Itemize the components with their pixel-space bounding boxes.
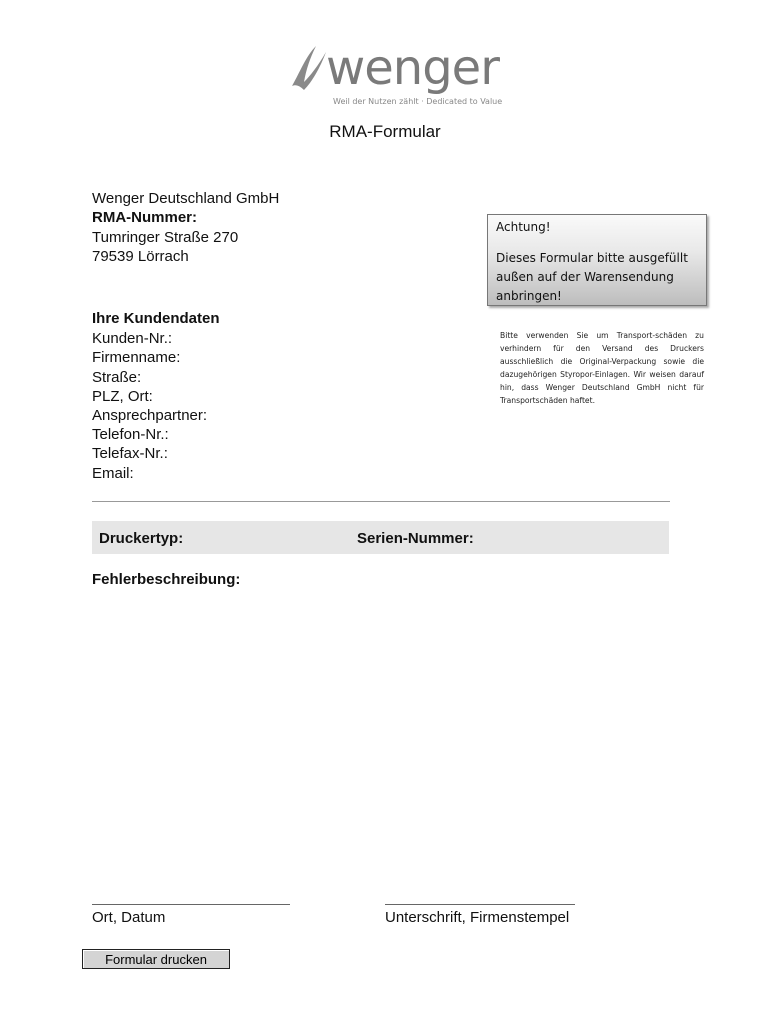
notice-box bbox=[487, 214, 707, 306]
logo-wordmark: wenger bbox=[326, 40, 499, 96]
place-date-label: Ort, Datum bbox=[92, 909, 166, 926]
transport-note: Bitte verwenden Sie um Transport-schäden zu verhindern für den Versand des Druckers ausschließlich die Original-Verpackung sowie die dazugehörigen Styropor-Einlagen. Wir weisen darauf hin, dass Wenger Deutschland GmbH nicht für Transportschäden haftet. bbox=[500, 331, 704, 405]
company-street: Tumringer Straße 270 bbox=[92, 229, 239, 246]
rma-number-label: RMA-Nummer: bbox=[92, 209, 197, 226]
field-company-name: Firmenname: bbox=[92, 349, 181, 366]
page-title: RMA-Formular bbox=[329, 122, 441, 141]
field-zip-city: PLZ, Ort: bbox=[92, 388, 153, 405]
notice-heading: Achtung! bbox=[496, 220, 551, 234]
divider bbox=[92, 501, 670, 502]
print-form-button[interactable]: Formular drucken bbox=[82, 949, 230, 969]
notice-text: Dieses Formular bitte ausgefüllt außen auf der Warensendung anbringen! bbox=[496, 251, 688, 303]
wenger-logo-swoosh-icon bbox=[286, 42, 328, 94]
place-date-line bbox=[92, 904, 290, 905]
serial-number-label: Serien-Nummer: bbox=[357, 530, 474, 547]
company-city: 79539 Lörrach bbox=[92, 248, 189, 265]
field-street: Straße: bbox=[92, 369, 142, 386]
field-customer-no: Kunden-Nr.: bbox=[92, 330, 173, 347]
customer-data-heading: Ihre Kundendaten bbox=[92, 310, 220, 327]
field-fax: Telefax-Nr.: bbox=[92, 445, 168, 462]
company-name: Wenger Deutschland GmbH bbox=[92, 190, 280, 207]
field-email: Email: bbox=[92, 465, 134, 482]
field-contact: Ansprechpartner: bbox=[92, 407, 208, 424]
printer-type-label: Druckertyp: bbox=[99, 530, 184, 547]
signature-label: Unterschrift, Firmenstempel bbox=[385, 909, 570, 926]
field-phone: Telefon-Nr.: bbox=[92, 426, 169, 443]
logo-tagline: Weil der Nutzen zählt · Dedicated to Value bbox=[333, 97, 503, 106]
signature-line bbox=[385, 904, 575, 905]
error-description-label: Fehlerbeschreibung: bbox=[92, 571, 241, 588]
